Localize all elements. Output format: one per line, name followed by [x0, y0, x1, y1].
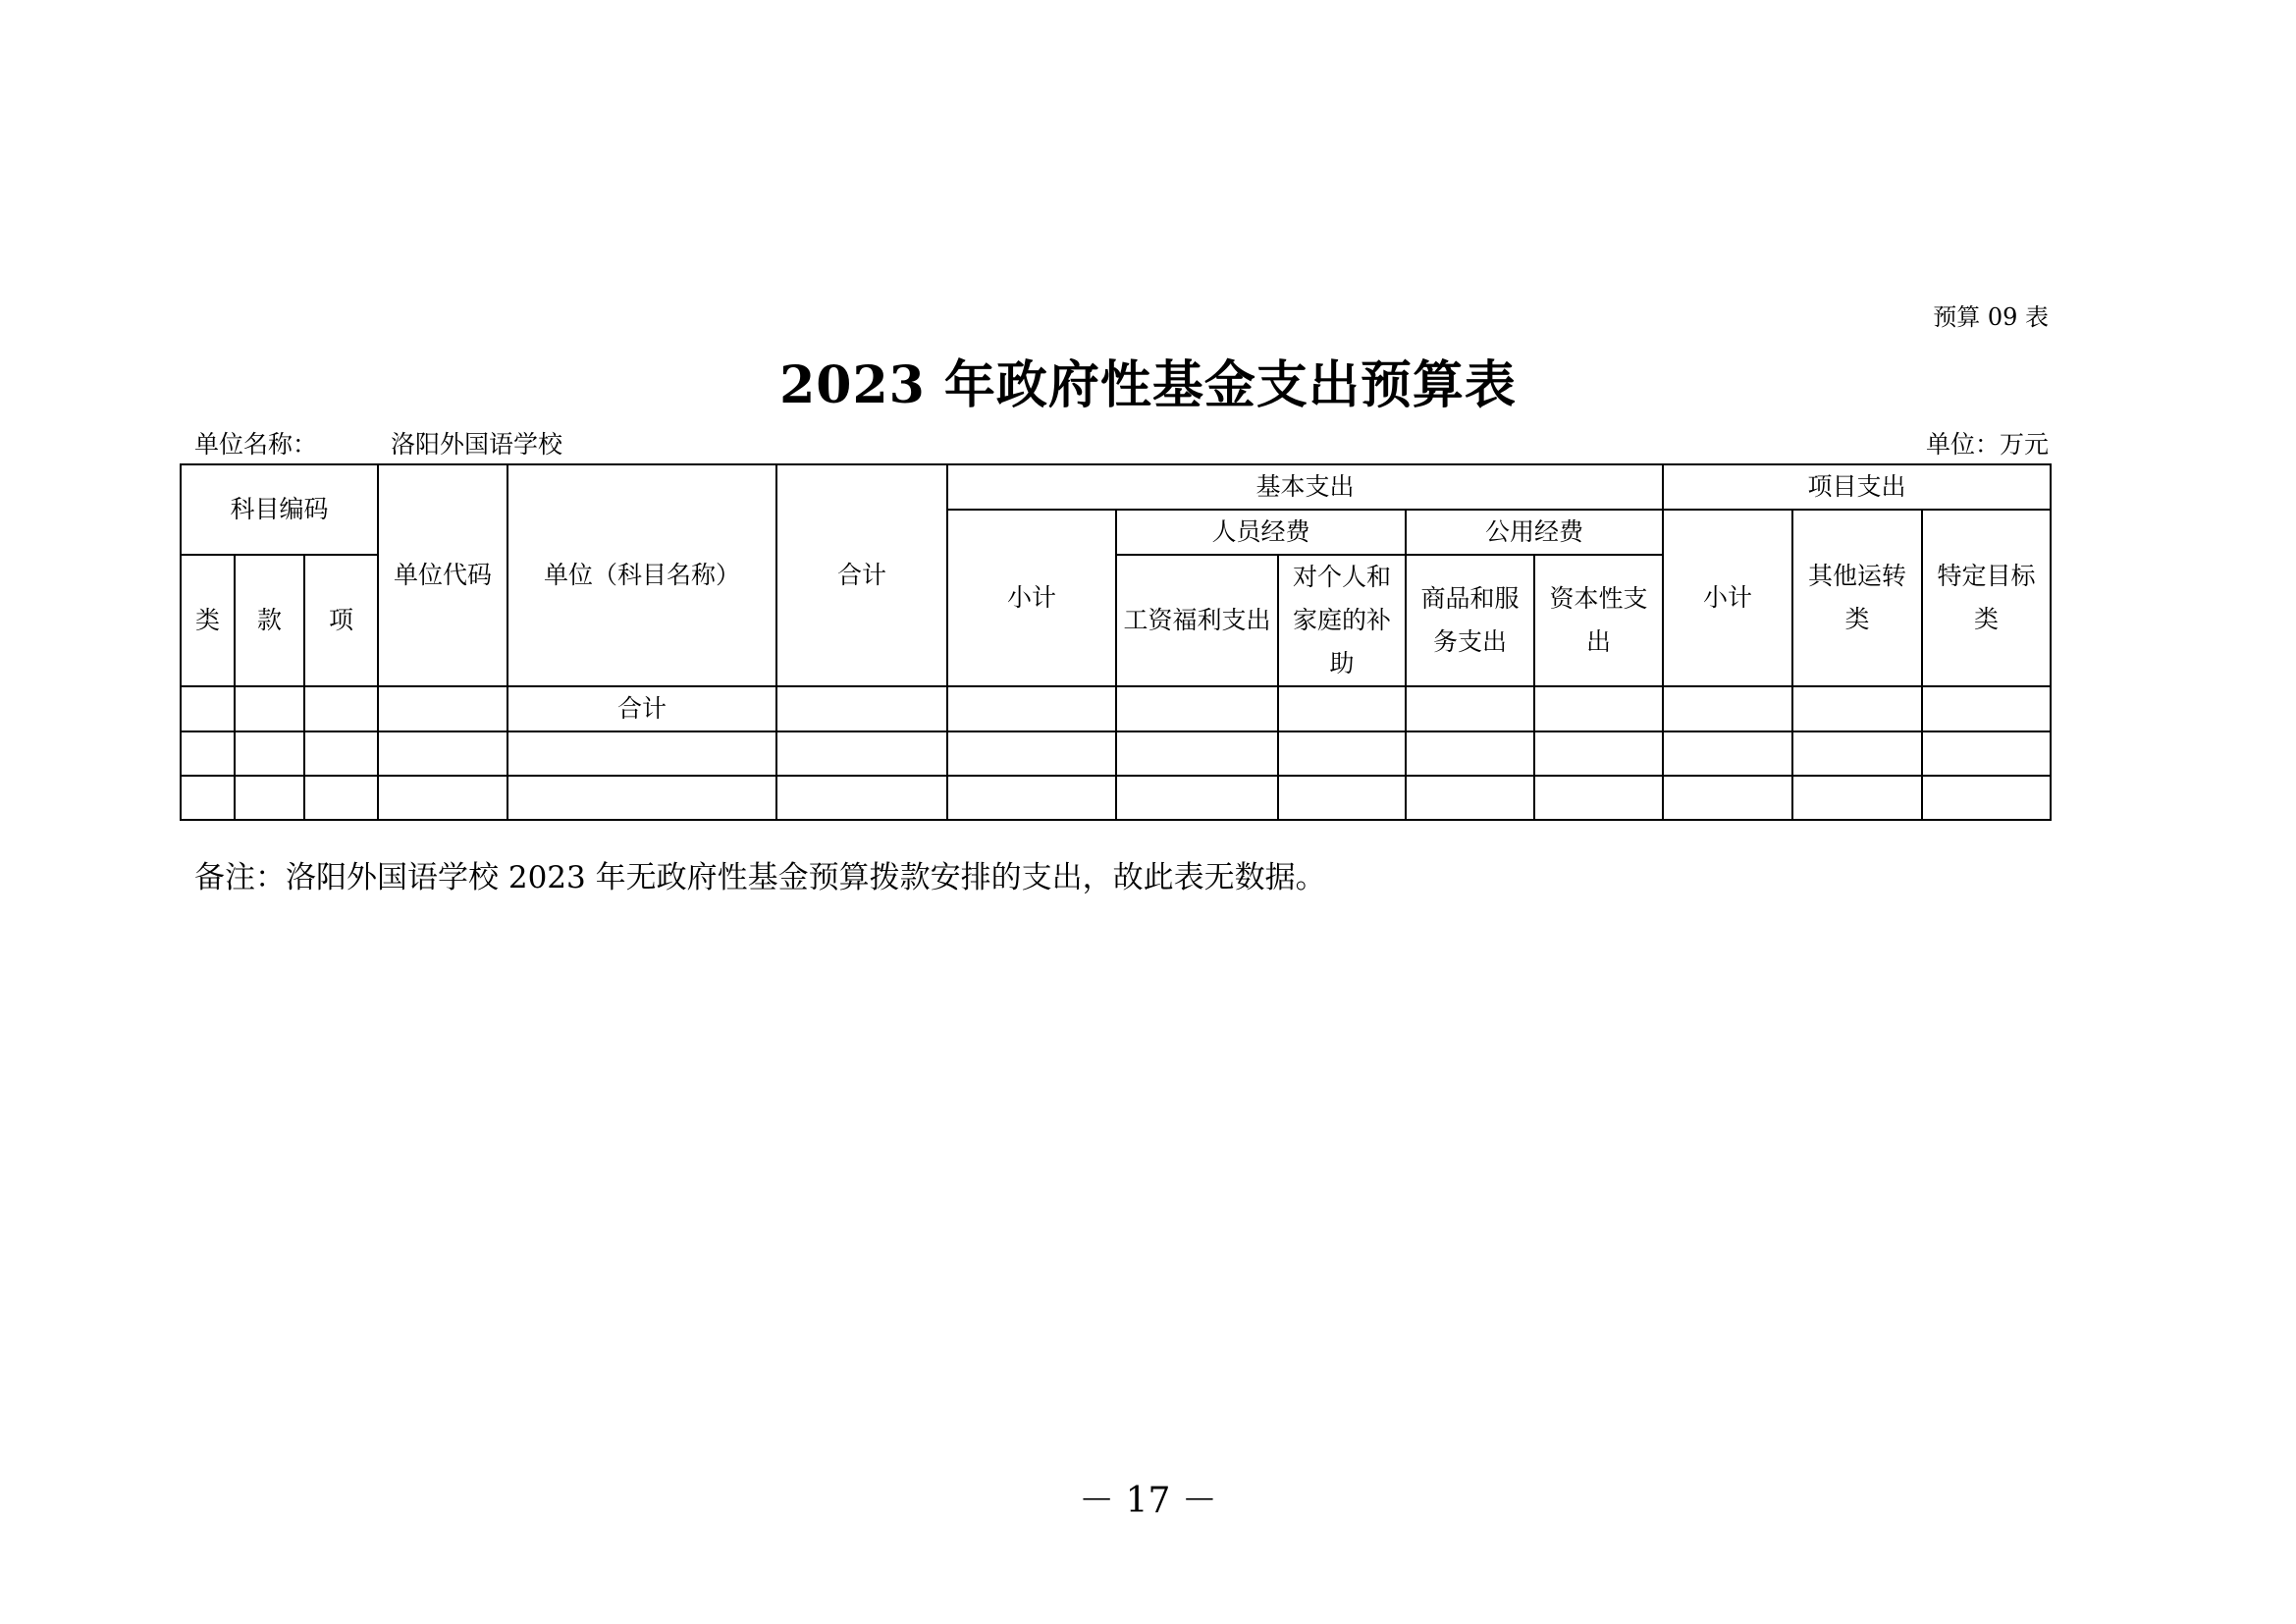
table-cell — [304, 686, 378, 731]
table-row — [181, 731, 2051, 776]
header-unit-code: 单位代码 — [378, 464, 507, 686]
table-cell — [1922, 686, 2051, 731]
unit-name-label: 单位名称： — [194, 430, 318, 459]
table-cell — [1534, 686, 1663, 731]
header-public-use: 公用经费 — [1406, 510, 1663, 555]
table-cell — [378, 731, 507, 776]
table-cell — [235, 731, 304, 776]
table-cell — [1792, 731, 1922, 776]
header-total: 合计 — [776, 464, 947, 686]
table-cell — [1406, 731, 1534, 776]
page-number: － 17 － — [1079, 1481, 1217, 1521]
header-unit-subject-name: 单位（科目名称） — [507, 464, 776, 686]
table-cell — [235, 776, 304, 820]
table-cell — [1278, 776, 1406, 820]
header-individual-subsidy: 对个人和家庭的补助 — [1278, 555, 1406, 686]
header-row-1 — [181, 464, 2051, 510]
header-goods-services: 商品和服务支出 — [1406, 555, 1534, 686]
table-cell — [378, 686, 507, 731]
header-project-expenditure: 项目支出 — [1663, 464, 2051, 510]
budget-table — [180, 463, 2052, 821]
table-body — [181, 686, 2051, 820]
table-cell — [947, 776, 1116, 820]
table-cell — [1792, 776, 1922, 820]
currency-unit: 单位：万元 — [1925, 430, 2049, 459]
header-capital: 资本性支出 — [1534, 555, 1663, 686]
table-cell — [776, 776, 947, 820]
page-title: 2023 年政府性基金支出预算表 — [779, 355, 1517, 415]
table-cell — [235, 686, 304, 731]
table-cell — [1116, 686, 1278, 731]
table-cell — [1922, 776, 2051, 820]
header-basic-subtotal: 小计 — [947, 510, 1116, 686]
unit-name-value: 洛阳外国语学校 — [391, 430, 563, 459]
header-wages: 工资福利支出 — [1116, 555, 1278, 686]
table-cell — [1534, 776, 1663, 820]
header-personnel: 人员经费 — [1116, 510, 1406, 555]
table-cell — [507, 776, 776, 820]
table-cell — [1116, 731, 1278, 776]
table-cell: 合计 — [507, 686, 776, 731]
table-cell — [507, 731, 776, 776]
table-cell — [776, 686, 947, 731]
table-row — [181, 686, 2051, 731]
table-cell — [947, 686, 1116, 731]
header-specific-target: 特定目标类 — [1922, 510, 2051, 686]
header-class: 类 — [181, 555, 235, 686]
table-cell — [1792, 686, 1922, 731]
table-cell — [1278, 686, 1406, 731]
table-cell — [304, 776, 378, 820]
footnote: 备注：洛阳外国语学校 2023 年无政府性基金预算拨款安排的支出，故此表无数据。 — [194, 860, 1326, 895]
table-cell — [1663, 776, 1792, 820]
header-item: 项 — [304, 555, 378, 686]
table-cell — [1663, 686, 1792, 731]
table-cell — [1116, 776, 1278, 820]
header-section: 款 — [235, 555, 304, 686]
table-cell — [947, 731, 1116, 776]
header-project-subtotal: 小计 — [1663, 510, 1792, 686]
table-cell — [378, 776, 507, 820]
table-row — [181, 776, 2051, 820]
table-cell — [1922, 731, 2051, 776]
form-number: 预算 09 表 — [1933, 303, 2049, 331]
header-subject-code: 科目编码 — [181, 464, 378, 555]
table-cell — [1278, 731, 1406, 776]
table-cell — [181, 686, 235, 731]
header-other-transfer: 其他运转类 — [1792, 510, 1922, 686]
unit-info-row — [194, 425, 2049, 459]
header-basic-expenditure: 基本支出 — [947, 464, 1663, 510]
table-cell — [1406, 686, 1534, 731]
table-cell — [304, 731, 378, 776]
table-cell — [1406, 776, 1534, 820]
table-cell — [1534, 731, 1663, 776]
table-cell — [776, 731, 947, 776]
table-cell — [181, 731, 235, 776]
table-cell — [181, 776, 235, 820]
table-cell — [1663, 731, 1792, 776]
